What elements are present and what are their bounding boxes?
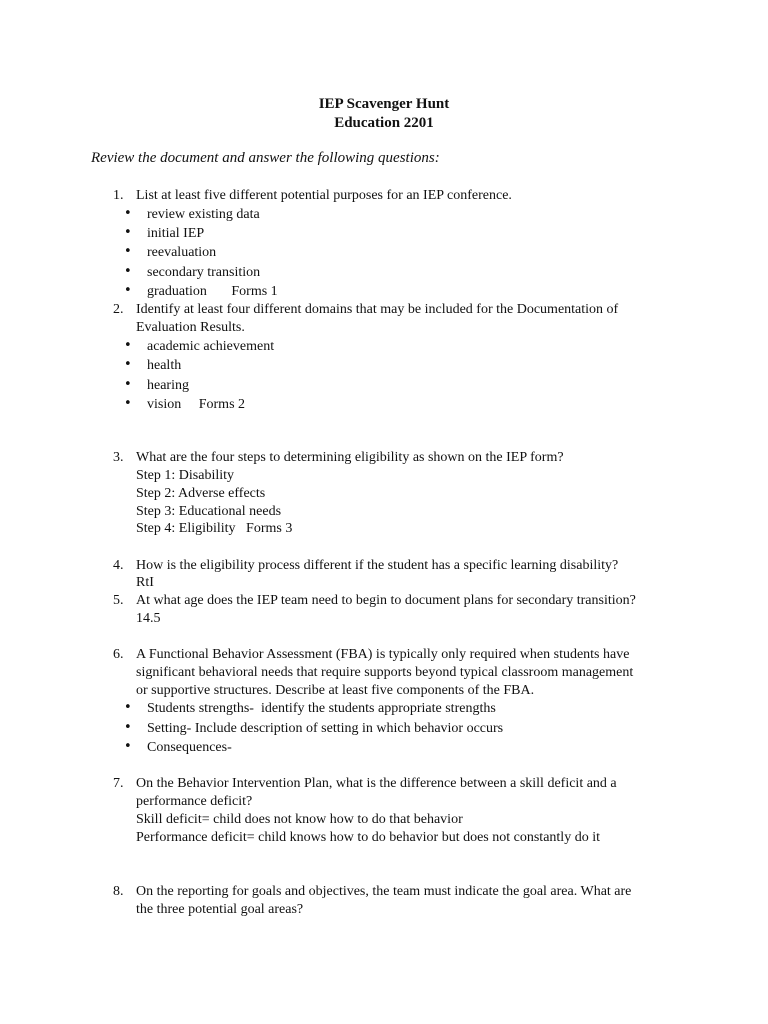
list-item-text: reevaluation (147, 245, 217, 260)
list-item-text: health (147, 358, 182, 373)
question-number: 8. (113, 884, 124, 899)
question-text: List at least five different potential purposes for an IEP conference. (136, 188, 512, 203)
question-text: Evaluation Results. (136, 320, 245, 335)
document-title: IEP Scavenger Hunt (318, 96, 450, 112)
question-text: On the reporting for goals and objectives, the team must indicate the goal area. What are (136, 884, 632, 899)
answer-text: Step 2: Adverse effects (136, 486, 266, 501)
question-text: performance deficit? (136, 794, 253, 809)
answer-text: Skill deficit= child does not know how to do that behavior (136, 812, 463, 827)
question-text: A Functional Behavior Assessment (FBA) is typically only required when students have (136, 647, 630, 662)
instructions: Review the document and answer the following questions: (91, 150, 440, 166)
list-item-text: Consequences- (147, 740, 232, 755)
question-text: significant behavioral needs that require supports beyond typical classroom management (136, 665, 634, 680)
list-item-text: initial IEP (147, 226, 205, 241)
list-item-text: academic achievement (147, 339, 275, 354)
question-text: or supportive structures. Describe at least five components of the FBA. (136, 683, 535, 698)
question-text: On the Behavior Intervention Plan, what is the difference between a skill deficit and a (136, 776, 617, 791)
question-number: 1. (113, 188, 124, 203)
list-item-text: review existing data (147, 207, 260, 222)
question-number: 4. (113, 558, 124, 573)
document-subtitle: Education 2201 (334, 115, 434, 131)
list-item-text: Students strengths- identify the students appropriate strengths (147, 701, 496, 716)
answer-text: Step 3: Educational needs (136, 504, 282, 519)
question-number: 2. (113, 302, 124, 317)
question-number: 7. (113, 776, 124, 791)
question-number: 5. (113, 593, 124, 608)
question-number: 3. (113, 450, 124, 465)
list-item-text: graduation Forms 1 (147, 284, 278, 299)
question-text: What are the four steps to determining eligibility as shown on the IEP form? (136, 450, 564, 465)
answer-text: Step 4: Eligibility Forms 3 (136, 521, 293, 536)
answer-text: Step 1: Disability (136, 468, 234, 483)
question-number: 6. (113, 647, 124, 662)
list-item-text: vision Forms 2 (147, 397, 246, 412)
question-text: How is the eligibility process different if the student has a specific learning disability? (136, 558, 619, 573)
list-item-text: secondary transition (147, 265, 261, 280)
question-text: Identify at least four different domains that may be included for the Documentation of (136, 302, 619, 317)
question-text: At what age does the IEP team need to begin to document plans for secondary transition? (136, 593, 636, 608)
answer-text: Performance deficit= child knows how to do behavior but does not constantly do it (136, 830, 600, 845)
answer-text: 14.5 (136, 611, 161, 626)
question-text: the three potential goal areas? (136, 902, 304, 917)
list-item-text: Setting- Include description of setting in which behavior occurs (147, 721, 504, 736)
answer-text: RtI (136, 575, 154, 590)
list-item-text: hearing (147, 378, 189, 393)
